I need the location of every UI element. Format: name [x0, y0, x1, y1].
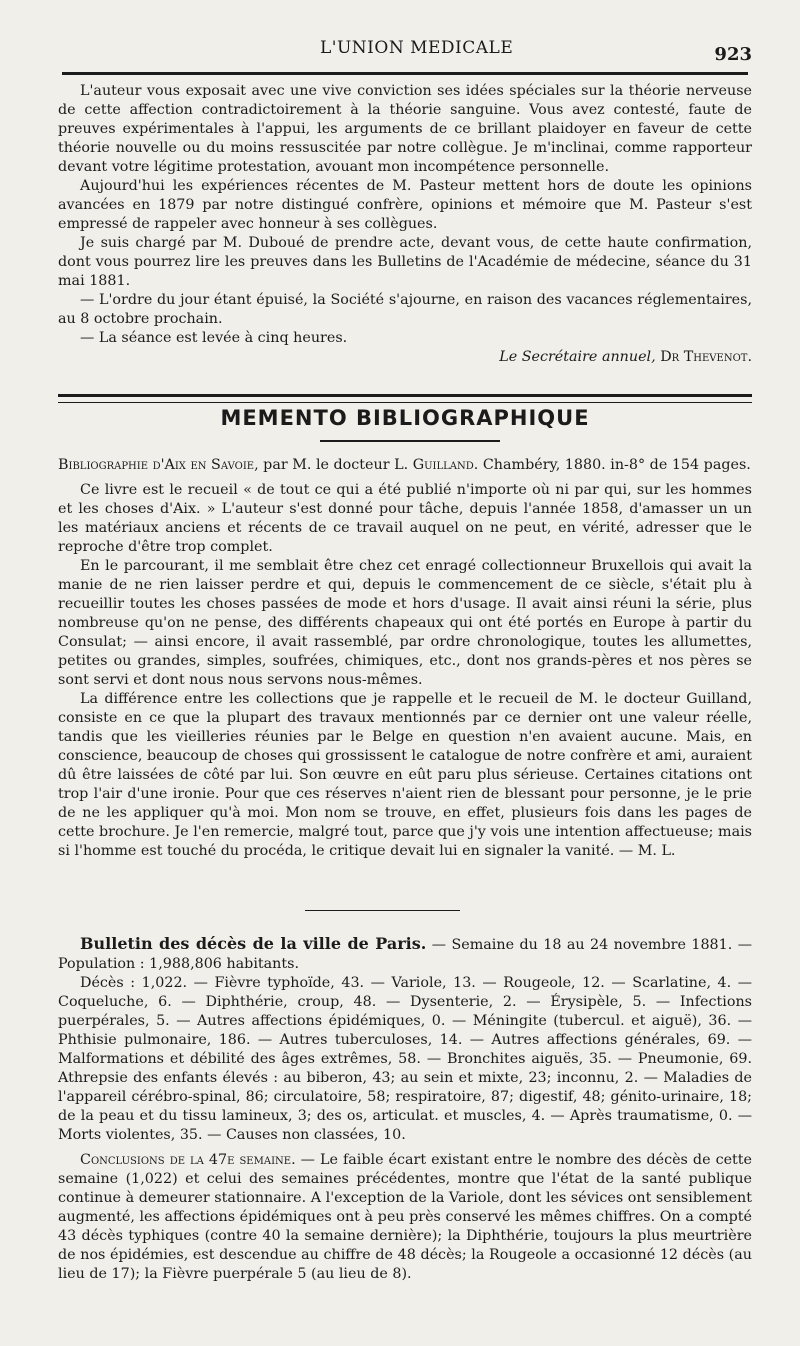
- book-reference: [58, 456, 752, 475]
- conclusions-label: Conclusions de la 47e semaine.: [80, 1152, 296, 1168]
- header-rule: [62, 72, 748, 75]
- book-title: Bibliographie d'Aix en Savoie,: [58, 457, 259, 473]
- book-details: Chambéry, 1880. in-8° de 154 pages.: [482, 457, 751, 473]
- paragraph: — L'ordre du jour étant épuisé, la Société s'ajourne, en raison des vacances réglementaires, au 8 octobre prochain.: [58, 292, 752, 327]
- paragraph: — La séance est levée à cinq heures.: [80, 330, 348, 346]
- page-number: 923: [714, 44, 752, 65]
- paragraph: En le parcourant, il me semblait être chez cet enragé collectionneur Bruxellois qui avait la manie de ne rien laisser perdre et qui, depuis le commencement de ce siècle, s'était plu à recueillir toutes les choses passées de mode et hors d'usage. Il avait ainsi réuni la série, plus nombreuse qu'on ne pense, des différents chapeaux qui ont été portés en Europe à partir du Consulat; — ainsi encore, il avait rassemblé, par ordre chronologique, toutes les allumettes, petites ou grandes, simples, soufrées, chimiques, etc., dont nos grands-pères et nos pères se sont servi et dont nous nous servons nous-mêmes.: [58, 558, 752, 688]
- bibliography-review: [58, 456, 752, 861]
- paragraph: La différence entre les collections que je rappelle et le recueil de M. le docteur Guilland, consiste en ce que la plupart des travaux mentionnés par ce dernier ont une valeur réelle, tandis que les vieilleries réunies par le Belge en question n'en avaient aucune. Mais, en conscience, beaucoup de choses qui grossissent le catalogue de notre confrère et ami, auraient dû être laissées de côté par lui. Son œuvre en eût paru plus sérieuse. Certaines citations ont trop l'air d'une ironie. Pour que ces réserves n'aient rien de blessant pour personne, je le prie de ne les appliquer qu'à moi. Mon nom se trouve, en effet, plusieurs fois dans les pages de cette brochure. Je l'en remercie, malgré tout, parce que j'y vois une intention affectueuse; mais si l'homme est touché du procéda, le critique devait lui en signaler la vanité. — M. L.: [58, 691, 752, 859]
- divider: [305, 910, 460, 911]
- title-underline: [320, 440, 500, 442]
- society-report-text: [58, 82, 752, 367]
- bulletin-intro: [58, 934, 752, 974]
- bulletin-title: Bulletin des décès de la ville de Paris.: [80, 934, 427, 953]
- paragraph: Je suis chargé par M. Duboué de prendre acte, devant vous, de cette haute confirmation, dont vous pourrez lire les preuves dans les Bulletins de l'Académie de médecine, séance du 31 mai 1881.: [58, 235, 752, 289]
- conclusions-text: — Le faible écart existant entre le nombre des décès de cette semaine (1,022) et celui des semaines précédentes, montre que l'état de la santé publique continue à demeurer stationnaire. A l'exception de la Variole, dont les sévices ont sensiblement augmenté, les affections épidémiques ont à peu près conservé les mêmes chiffres. On a compté 43 décès typhiques (contre 40 la semaine dernière); la Diphthérie, toujours la plus meurtrière de nos épidémies, est descendue au chiffre de 48 décès; la Rougeole a occasionné 12 décès (au lieu de 17); la Fièvre puerpérale 5 (au lieu de 8).: [58, 1152, 752, 1282]
- paragraph: Ce livre est le recueil « de tout ce qui a été publié n'importe où ni par qui, sur les hommes et les choses d'Aix. » L'auteur s'est donné pour tâche, depuis l'année 1858, d'amasser un un les matériaux anciens et récents de ce travail auquel on ne peut, en vérité, adresser que le reproche d'être trop complet.: [58, 482, 752, 555]
- bulletin-conclusions: [58, 1151, 752, 1284]
- section-divider: [58, 394, 752, 403]
- signature: [58, 348, 752, 367]
- signature-name: Dr Thevenot.: [660, 349, 752, 365]
- book-by: par M. le docteur: [263, 457, 390, 473]
- bulletin-week: — Semaine du 18 au 24 novembre 1881. — Population : 1,988,806 habitants.: [58, 937, 752, 972]
- paragraph: L'auteur vous exposait avec une vive conviction ses idées spéciales sur la théorie nerveuse de cette affection contradictoirement à la théorie sanguine. Vous avez contesté, faute de preuves expérimentales à l'appui, les arguments de ce brillant plaidoyer en faveur de cette théorie nouvelle ou du moins ressuscitée par notre collègue. Je m'inclinai, comme rapporteur devant votre légitime protestation, avouant mon incompétence personnelle.: [58, 83, 752, 175]
- death-bulletin: [58, 934, 752, 1284]
- section-title: MEMENTO BIBLIOGRAPHIQUE: [220, 406, 590, 430]
- running-header: L'UNION MEDICALE: [320, 38, 514, 58]
- signature-role: Le Secrétaire annuel,: [499, 349, 656, 365]
- book-author: L. Guilland.: [394, 457, 479, 473]
- paragraph: Aujourd'hui les expériences récentes de M. Pasteur mettent hors de doute les opinions avancées en 1879 par notre distingué confrère, opinions et mémoire que M. Pasteur s'est empressé de rappeler avec honneur à ses collègues.: [58, 178, 752, 232]
- bulletin-stats: Décès : 1,022. — Fièvre typhoïde, 43. — Variole, 13. — Rougeole, 12. — Scarlatine, 4. — Coqueluche, 6. — Diphthérie, croup, 48. — Dysenterie, 2. — Érysipèle, 5. — Infections puerpérales, 5. — Autres affections épidémiques, 0. — Méningite (tubercul. et aiguë), 36. — Phthisie pulmonaire, 186. — Autres tuberculoses, 14. — Autres affections générales, 69. — Malformations et débilité des âges extrêmes, 58. — Bronchites aiguës, 35. — Pneumonie, 69. Athrepsie des enfants élevés : au biberon, 43; au sein et mixte, 23; inconnu, 2. — Maladies de l'appareil cérébro-spinal, 86; circulatoire, 58; respiratoire, 87; digestif, 48; génito-urinaire, 18; de la peau et du tissu lamineux, 3; des os, articulat. et muscles, 4. — Après traumatisme, 0. — Morts violentes, 35. — Causes non classées, 10.: [58, 975, 752, 1143]
